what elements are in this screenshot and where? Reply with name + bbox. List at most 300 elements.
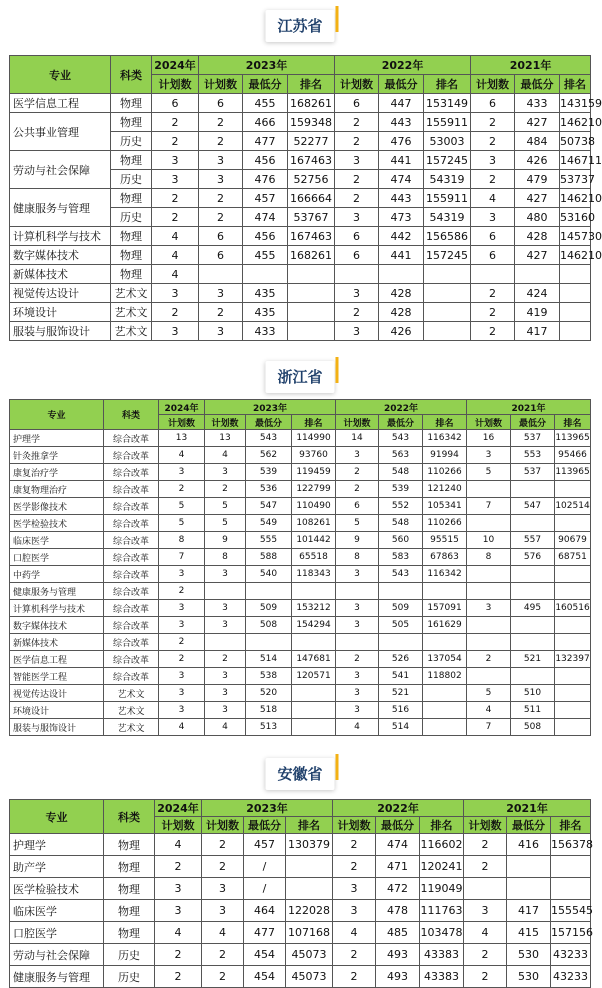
value-cell [467, 566, 511, 583]
value-cell: 161629 [423, 617, 467, 634]
region-name: 安徽省 [277, 765, 323, 783]
value-cell: 428 [515, 227, 560, 246]
value-cell: 146711 [560, 151, 591, 170]
value-cell [507, 856, 551, 878]
header-rank: 排名 [423, 415, 467, 430]
value-cell: 493 [376, 944, 420, 966]
major-cell: 计算机科学与技术 [10, 600, 104, 617]
value-cell [467, 583, 511, 600]
value-cell: 4 [152, 227, 199, 246]
value-cell: 2 [205, 481, 246, 498]
value-cell [286, 856, 333, 878]
value-cell: 110490 [292, 498, 336, 515]
value-cell: 2 [152, 113, 199, 132]
major-cell: 计算机科学与技术 [10, 227, 111, 246]
subject-cell: 综合改革 [104, 532, 159, 549]
value-cell: 3 [202, 900, 244, 922]
major-cell: 数字媒体技术 [10, 246, 111, 265]
value-cell: 113965 [555, 430, 591, 447]
table-row [10, 113, 591, 132]
value-cell: 3 [335, 322, 379, 341]
value-cell [423, 702, 467, 719]
value-cell [292, 583, 336, 600]
value-cell: 116602 [420, 834, 464, 856]
admission-table-jiangsu [9, 55, 602, 341]
header-rank: 排名 [551, 817, 591, 834]
value-cell: 3 [199, 170, 243, 189]
header-rank: 排名 [555, 415, 591, 430]
table-row [10, 515, 591, 532]
value-cell: 146210 [560, 189, 591, 208]
subject-cell: 历史 [104, 944, 155, 966]
value-cell: 111763 [420, 900, 464, 922]
header-row [10, 400, 591, 415]
value-cell: 6 [199, 246, 243, 265]
major-cell: 环境设计 [10, 702, 104, 719]
subject-cell: 综合改革 [104, 498, 159, 515]
value-cell: 2 [335, 113, 379, 132]
value-cell: 2 [333, 944, 376, 966]
value-cell: 146210 [560, 113, 591, 132]
value-cell: 477 [243, 132, 288, 151]
value-cell: 4 [464, 922, 507, 944]
value-cell: 119459 [292, 464, 336, 481]
header-plan: 计划数 [152, 75, 199, 94]
value-cell: 2 [199, 208, 243, 227]
header-2022: 2022年 [336, 400, 467, 415]
value-cell: 5 [467, 685, 511, 702]
major-cell: 医学信息工程 [10, 94, 111, 113]
value-cell [555, 566, 591, 583]
value-cell [511, 634, 555, 651]
table-row [10, 246, 591, 265]
value-cell [424, 265, 471, 284]
value-cell: 105341 [423, 498, 467, 515]
value-cell: 160516 [555, 600, 591, 617]
value-cell: 53003 [424, 132, 471, 151]
value-cell: 509 [246, 600, 292, 617]
value-cell: 543 [379, 430, 423, 447]
value-cell: 476 [379, 132, 424, 151]
table-row [10, 303, 591, 322]
header-plan: 计划数 [464, 817, 507, 834]
value-cell: 3 [333, 900, 376, 922]
value-cell [205, 583, 246, 600]
value-cell: 479 [515, 170, 560, 189]
value-cell: 157245 [424, 246, 471, 265]
value-cell: 521 [511, 651, 555, 668]
value-cell: 543 [379, 566, 423, 583]
value-cell: 511 [511, 702, 555, 719]
subject-cell: 历史 [111, 170, 152, 189]
major-cell: 服装与服饰设计 [10, 719, 104, 736]
value-cell: 3 [159, 702, 205, 719]
major-cell: 数字媒体技术 [10, 617, 104, 634]
header-min-score: 最低分 [511, 415, 555, 430]
header-2023: 2023年 [199, 56, 335, 75]
value-cell: 539 [246, 464, 292, 481]
value-cell: 93760 [292, 447, 336, 464]
value-cell: 122799 [292, 481, 336, 498]
header-rank: 排名 [286, 817, 333, 834]
major-cell: 公共事业管理 [10, 113, 111, 151]
value-cell: 474 [243, 208, 288, 227]
value-cell: 424 [515, 284, 560, 303]
value-cell [292, 685, 336, 702]
subject-cell: 综合改革 [104, 668, 159, 685]
value-cell: 480 [515, 208, 560, 227]
value-cell: 2 [152, 208, 199, 227]
value-cell: 435 [243, 303, 288, 322]
value-cell: 4 [202, 922, 244, 944]
value-cell: 157156 [551, 922, 591, 944]
table-row [10, 900, 591, 922]
value-cell: 52756 [288, 170, 335, 189]
header-rank: 排名 [560, 75, 591, 94]
value-cell [288, 303, 335, 322]
value-cell: 4 [159, 719, 205, 736]
major-cell: 医学信息工程 [10, 651, 104, 668]
value-cell: 3 [155, 878, 202, 900]
value-cell: 10 [467, 532, 511, 549]
value-cell: 505 [379, 617, 423, 634]
value-cell: 514 [246, 651, 292, 668]
value-cell: 118802 [423, 668, 467, 685]
value-cell: 54319 [424, 208, 471, 227]
table-row [10, 549, 591, 566]
value-cell: 2 [335, 189, 379, 208]
value-cell: 588 [246, 549, 292, 566]
value-cell: 4 [152, 246, 199, 265]
value-cell: 518 [246, 702, 292, 719]
value-cell: 508 [246, 617, 292, 634]
value-cell: 426 [379, 322, 424, 341]
value-cell: 3 [205, 702, 246, 719]
major-cell: 康复治疗学 [10, 464, 104, 481]
value-cell: 521 [379, 685, 423, 702]
subject-cell: 物理 [104, 856, 155, 878]
value-cell: 2 [159, 634, 205, 651]
value-cell [551, 878, 591, 900]
value-cell: 455 [243, 94, 288, 113]
major-cell: 劳动与社会保障 [10, 151, 111, 189]
table-row [10, 719, 591, 736]
value-cell: 53767 [288, 208, 335, 227]
value-cell: 2 [464, 966, 507, 988]
value-cell: 118343 [292, 566, 336, 583]
value-cell: 110266 [423, 515, 467, 532]
value-cell: 3 [336, 600, 379, 617]
value-cell: 110266 [423, 464, 467, 481]
value-cell: 3 [152, 170, 199, 189]
value-cell: 557 [511, 532, 555, 549]
value-cell: 474 [376, 834, 420, 856]
subject-cell: 物理 [111, 189, 152, 208]
header-plan: 计划数 [335, 75, 379, 94]
value-cell: 538 [246, 668, 292, 685]
value-cell: 526 [379, 651, 423, 668]
value-cell: 2 [152, 303, 199, 322]
value-cell [555, 702, 591, 719]
major-cell: 医学影像技术 [10, 498, 104, 515]
value-cell: 2 [336, 481, 379, 498]
header-major: 专业 [10, 800, 104, 834]
value-cell: 435 [243, 284, 288, 303]
value-cell [379, 265, 424, 284]
value-cell: 145730 [560, 227, 591, 246]
value-cell [424, 284, 471, 303]
accent-bar [336, 6, 339, 32]
value-cell [555, 719, 591, 736]
value-cell: 155911 [424, 113, 471, 132]
value-cell: 2 [333, 834, 376, 856]
value-cell: 473 [379, 208, 424, 227]
header-2024: 2024年 [155, 800, 202, 817]
value-cell: 2 [205, 651, 246, 668]
value-cell: 4 [152, 265, 199, 284]
section-title-zhejiang [0, 357, 600, 397]
value-cell: 7 [467, 498, 511, 515]
value-cell: 4 [155, 922, 202, 944]
value-cell: 43383 [420, 944, 464, 966]
value-cell [515, 265, 560, 284]
value-cell: 495 [511, 600, 555, 617]
value-cell: 4 [336, 719, 379, 736]
value-cell [335, 265, 379, 284]
value-cell: 13 [159, 430, 205, 447]
value-cell: 113965 [555, 464, 591, 481]
value-cell: 6 [471, 227, 515, 246]
value-cell: 548 [379, 515, 423, 532]
value-cell: 549 [246, 515, 292, 532]
major-cell: 医学检验技术 [10, 878, 104, 900]
value-cell: 3 [471, 208, 515, 227]
table-row [10, 189, 591, 208]
value-cell: 2 [202, 944, 244, 966]
value-cell: 520 [246, 685, 292, 702]
value-cell: 484 [515, 132, 560, 151]
value-cell [292, 702, 336, 719]
major-cell: 视觉传达设计 [10, 284, 111, 303]
value-cell [423, 634, 467, 651]
table-row [10, 265, 591, 284]
value-cell: 3 [199, 151, 243, 170]
value-cell [555, 515, 591, 532]
value-cell: 541 [379, 668, 423, 685]
region-name: 浙江省 [277, 368, 323, 386]
value-cell: 3 [152, 284, 199, 303]
subject-cell: 艺术文 [111, 303, 152, 322]
value-cell: 5 [205, 498, 246, 515]
major-cell: 护理学 [10, 834, 104, 856]
value-cell: 2 [333, 966, 376, 988]
major-cell: 健康服务与管理 [10, 583, 104, 600]
table-row [10, 94, 591, 113]
value-cell: 552 [379, 498, 423, 515]
value-cell [379, 634, 423, 651]
value-cell: 154294 [292, 617, 336, 634]
value-cell: 417 [507, 900, 551, 922]
value-cell: 485 [376, 922, 420, 944]
table-row [10, 498, 591, 515]
value-cell [511, 566, 555, 583]
table-row [10, 600, 591, 617]
value-cell: 8 [336, 549, 379, 566]
header-min-score: 最低分 [379, 415, 423, 430]
table-row [10, 583, 591, 600]
subject-cell: 综合改革 [104, 583, 159, 600]
value-cell: 427 [515, 113, 560, 132]
value-cell: 3 [199, 284, 243, 303]
value-cell: 4 [333, 922, 376, 944]
value-cell [560, 322, 591, 341]
value-cell [246, 583, 292, 600]
value-cell: 583 [379, 549, 423, 566]
major-cell: 健康服务与管理 [10, 189, 111, 227]
value-cell: 7 [467, 719, 511, 736]
table-row [10, 944, 591, 966]
value-cell: 530 [507, 966, 551, 988]
value-cell: 5 [336, 515, 379, 532]
value-cell: 457 [243, 189, 288, 208]
value-cell: 2 [152, 132, 199, 151]
value-cell: 65518 [292, 549, 336, 566]
table-row [10, 481, 591, 498]
value-cell: 509 [379, 600, 423, 617]
value-cell: 2 [199, 113, 243, 132]
value-cell: 6 [335, 94, 379, 113]
value-cell: 493 [376, 966, 420, 988]
value-cell: 166664 [288, 189, 335, 208]
value-cell: 156378 [551, 834, 591, 856]
value-cell: 442 [379, 227, 424, 246]
value-cell [292, 634, 336, 651]
header-plan: 计划数 [155, 817, 202, 834]
value-cell: 137054 [423, 651, 467, 668]
table-row [10, 685, 591, 702]
value-cell: 428 [379, 284, 424, 303]
value-cell: 3 [336, 617, 379, 634]
value-cell: 5 [159, 515, 205, 532]
value-cell: 433 [243, 322, 288, 341]
value-cell [467, 481, 511, 498]
value-cell: 2 [159, 481, 205, 498]
value-cell [199, 265, 243, 284]
value-cell: 539 [379, 481, 423, 498]
value-cell: 43233 [551, 944, 591, 966]
value-cell: 478 [376, 900, 420, 922]
value-cell [464, 878, 507, 900]
header-min-score: 最低分 [376, 817, 420, 834]
header-2024: 2024年 [159, 400, 205, 415]
value-cell: 415 [507, 922, 551, 944]
value-cell: 16 [467, 430, 511, 447]
value-cell: 537 [511, 430, 555, 447]
value-cell [288, 322, 335, 341]
value-cell: 155911 [424, 189, 471, 208]
table-row [10, 651, 591, 668]
major-cell: 服装与服饰设计 [10, 322, 111, 341]
value-cell: 68751 [555, 549, 591, 566]
value-cell: 120241 [420, 856, 464, 878]
value-cell: 157091 [423, 600, 467, 617]
value-cell: 3 [205, 464, 246, 481]
major-cell: 口腔医学 [10, 922, 104, 944]
value-cell: 3 [202, 878, 244, 900]
value-cell: / [244, 856, 286, 878]
value-cell: 6 [336, 498, 379, 515]
value-cell: 8 [205, 549, 246, 566]
header-major: 专业 [10, 56, 111, 94]
value-cell: 2 [155, 856, 202, 878]
value-cell: 562 [246, 447, 292, 464]
major-cell: 新媒体技术 [10, 265, 111, 284]
header-min-score: 最低分 [515, 75, 560, 94]
value-cell: 3 [336, 685, 379, 702]
value-cell [555, 634, 591, 651]
value-cell: 168261 [288, 94, 335, 113]
value-cell: / [244, 878, 286, 900]
subject-cell: 艺术文 [104, 685, 159, 702]
subject-cell: 物理 [111, 94, 152, 113]
value-cell: 419 [515, 303, 560, 322]
value-cell [511, 481, 555, 498]
value-cell: 2 [152, 189, 199, 208]
value-cell: 553 [511, 447, 555, 464]
value-cell: 4 [467, 702, 511, 719]
value-cell [336, 583, 379, 600]
value-cell: 555 [246, 532, 292, 549]
value-cell: 477 [244, 922, 286, 944]
value-cell: 2 [467, 651, 511, 668]
value-cell: 90679 [555, 532, 591, 549]
value-cell: 108261 [292, 515, 336, 532]
value-cell: 3 [336, 566, 379, 583]
header-plan: 计划数 [205, 415, 246, 430]
value-cell: 426 [515, 151, 560, 170]
value-cell: 3 [159, 600, 205, 617]
value-cell [205, 634, 246, 651]
value-cell: 67863 [423, 549, 467, 566]
header-min-score: 最低分 [379, 75, 424, 94]
value-cell [511, 617, 555, 634]
value-cell: 2 [464, 834, 507, 856]
value-cell: 471 [376, 856, 420, 878]
value-cell: 3 [336, 447, 379, 464]
value-cell: 167463 [288, 227, 335, 246]
value-cell: 45073 [286, 944, 333, 966]
table-row [10, 922, 591, 944]
value-cell: 456 [243, 227, 288, 246]
table-row [10, 447, 591, 464]
value-cell: 2 [335, 132, 379, 151]
value-cell: 3 [159, 617, 205, 634]
header-plan: 计划数 [199, 75, 243, 94]
table-row [10, 834, 591, 856]
value-cell: 5 [159, 498, 205, 515]
subject-cell: 综合改革 [104, 549, 159, 566]
subject-cell: 物理 [111, 246, 152, 265]
value-cell: 95515 [423, 532, 467, 549]
value-cell: 3 [336, 668, 379, 685]
value-cell [555, 583, 591, 600]
accent-bar [336, 754, 339, 780]
header-plan: 计划数 [202, 817, 244, 834]
value-cell [551, 856, 591, 878]
value-cell: 560 [379, 532, 423, 549]
value-cell [555, 668, 591, 685]
value-cell [423, 719, 467, 736]
